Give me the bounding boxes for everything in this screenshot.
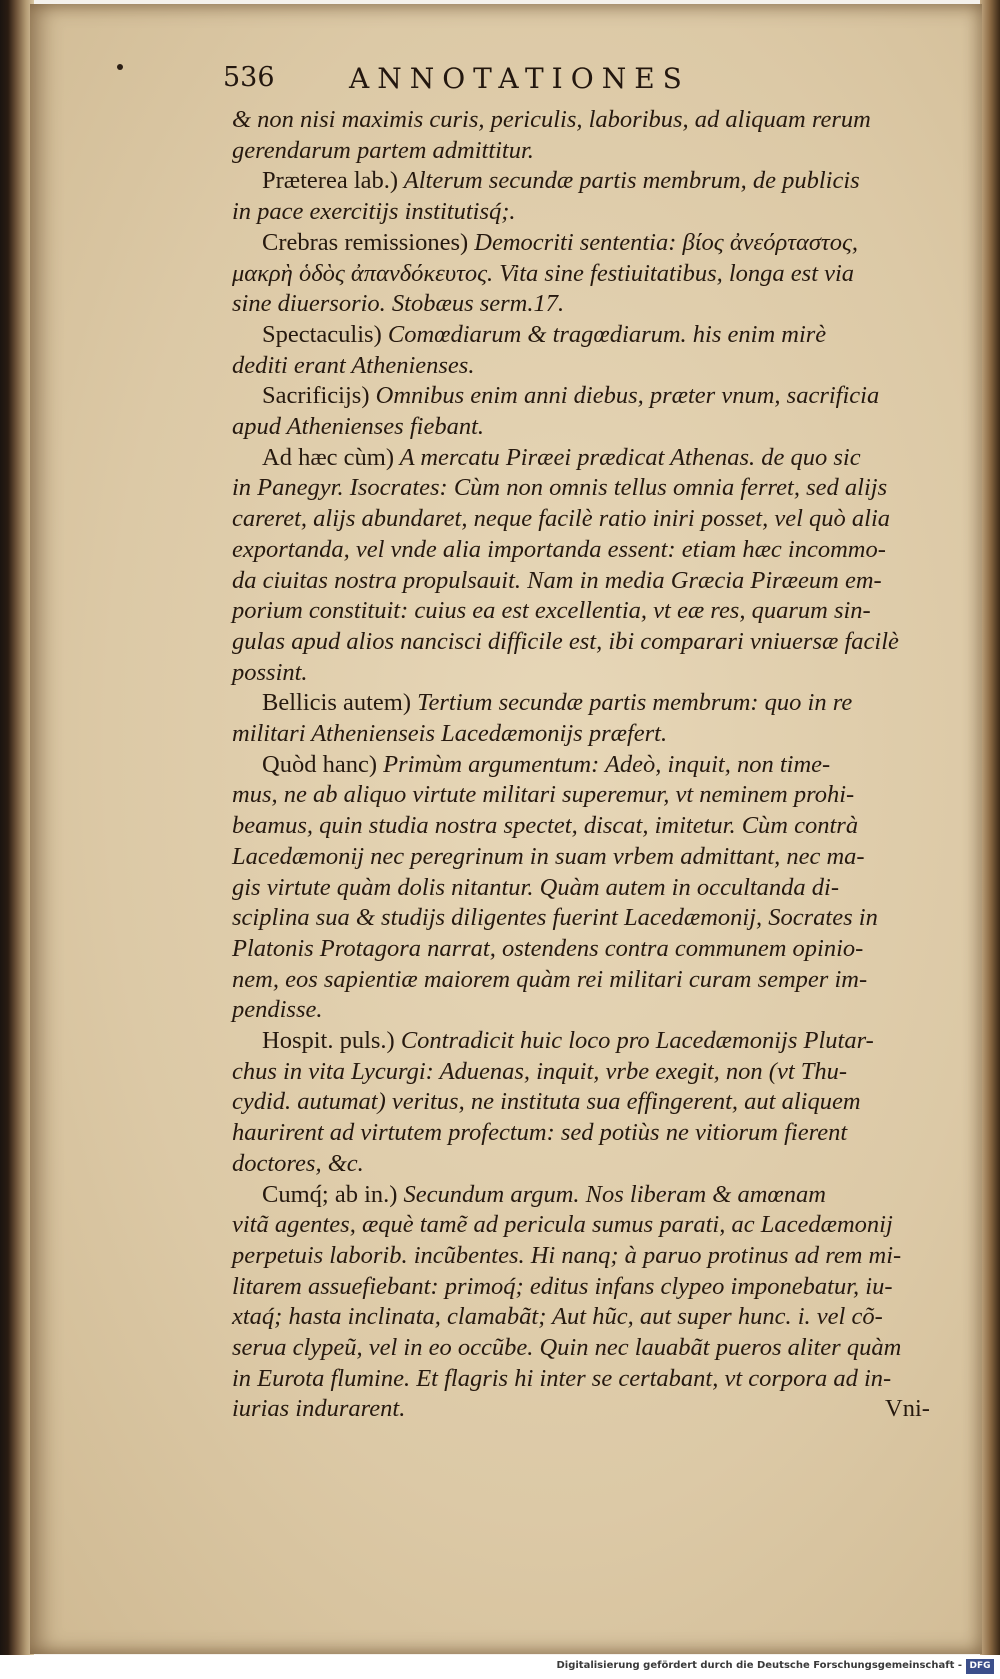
commentary-text: perpetuis laborib. incũbentes. Hi nanq; à paruo protinus ad rem mi- [232,1241,902,1269]
lemma: Ad hæc cùm) [262,443,394,471]
text-line [232,258,854,289]
text-line [262,687,852,718]
text-line [232,595,871,626]
lemma: Præterea lab.) [262,167,399,195]
commentary-text: haurirent ad virtutem profectum: sed potiùs ne vitiorum fierent [232,1119,848,1147]
text-line [232,1056,847,1087]
text-line [232,411,484,442]
commentary-text: chus in vita Lycurgi: Aduenas, inquit, vrbe exegit, non (vt Thu- [232,1057,848,1085]
text-line [232,964,867,995]
commentary-text: Contradicit huic loco pro Lacedæmonijs Plutar- [394,1027,874,1054]
commentary-text: in Panegyr. Isocrates: Cùm non omnis tellus omnia ferret, sed alijs [232,474,888,502]
text-line [232,1148,364,1179]
commentary-text: sine diuersorio. Stobæus serm.17. [232,290,565,318]
commentary-text: litarem assuefiebant: primoq́; editus infans clypeo imponebatur, iu- [232,1272,893,1300]
text-line [262,442,861,473]
commentary-text: Comœdiarum & tragœdiarum. his enim mirè [381,320,827,348]
commentary-text: gis virtute quàm dolis nitantur. Quàm autem in occultanda di- [232,873,840,901]
commentary-text: possint. [232,658,308,686]
commentary-text: gerendarum partem admittitur. [232,136,534,164]
commentary-text: gulas apud alios nancisci difficile est, ibi comparari vniuersæ facilè [232,627,899,655]
running-head: ANNOTATIONES [349,62,690,95]
commentary-text: in pace exercitijs institutisq́;. [232,198,516,226]
commentary-text: da ciuitas nostra propulsauit. Nam in media Græcia Piræeum em- [232,566,882,594]
commentary-text: Lacedæmonij nec peregrinum in suam vrbem admittant, nec ma- [232,842,865,870]
text-line [232,104,871,135]
text-line [262,749,830,780]
text-line [232,810,858,841]
text-line [232,1209,893,1240]
text-line [232,503,890,534]
lemma: Quòd hanc) [262,750,377,778]
commentary-text: doctores, &c. [232,1149,364,1177]
text-line [262,227,858,258]
lemma: Spectaculis) [262,320,382,348]
text-line [232,350,474,381]
commentary-text: A mercatu Piræei prædicat Athenas. de quo sic [394,443,861,471]
text-line [262,380,879,411]
text-line [232,933,863,964]
dfg-logo-icon: DFG [966,1659,994,1674]
margin-ink-spot [117,64,123,70]
text-line [232,1363,891,1394]
commentary-text: xtaq́; hasta inclinata, clamabãt; Aut hũc, aut super hunc. i. vel cõ- [232,1303,883,1331]
text-line [232,872,839,903]
text-line [262,1025,874,1056]
commentary-text: militari Athenienseis Lacedæmonijs præfert. [232,720,668,747]
text-line [232,1271,893,1302]
lemma: Crebras remissiones) [262,228,469,256]
lemma: Bellicis autem) [262,689,411,717]
page-fore-edge [980,0,1000,1655]
text-line [232,472,887,503]
commentary-text: serua clypeũ, vel in eo occũbe. Quin nec lauabãt pueros aliter quàm [232,1334,902,1361]
text-line [262,319,826,350]
text-line [232,779,854,810]
commentary-text: nem, eos sapientiæ maiorem quàm rei militari curam semper im- [232,965,868,993]
commentary-text: Omnibus enim anni diebus, præter vnum, sacrificia [369,382,880,410]
text-line [232,626,899,657]
commentary-text: vitã agentes, æquè tamẽ ad pericula sumus parati, ac Lacedæmonij [232,1211,893,1239]
commentary-text: sciplina sua & studijs diligentes fuerint Lacedæmonij, Socrates in [232,904,878,932]
commentary-text: porium constituit: cuius ea est excellentia, vt eæ res, quarum sin- [232,597,871,625]
lemma: Hospit. puls.) [262,1027,395,1054]
page-header [223,58,801,102]
commentary-text: & non nisi maximis curis, periculis, laboribus, ad aliquam rerum [232,106,871,133]
commentary-text: mus, ne ab aliquo virtute militari superemur, vt neminem prohi- [232,781,855,809]
commentary-text: Platonis Protagora narrat, ostendens contra communem opinio- [232,934,864,962]
text-line [232,1117,847,1148]
text-line [262,165,860,196]
text-line [232,994,323,1025]
text-line [232,565,882,596]
text-line [232,1086,861,1117]
text-line [232,1332,901,1363]
text-line [262,1179,826,1210]
commentary-text: pendisse. [232,996,323,1024]
lemma: Sacrificijs) [262,382,370,410]
commentary-text: μακρὴ ὁδὸς ἀπανδόκευτος. Vita sine festiuitatibus, longa est via [232,259,855,287]
text-line [232,135,534,166]
lemma: Cumq́; ab in.) [262,1180,398,1208]
commentary-text: cydid. autumat) veritus, ne instituta sua effingerent, aut aliquem [232,1088,861,1116]
text-line [232,657,308,688]
commentary-text: Secundum argum. Nos liberam & amœnam [397,1180,826,1208]
commentary-text: apud Athenienses fiebant. [232,413,484,440]
text-line [232,534,886,565]
text-line [232,288,564,319]
text-line [232,718,667,749]
commentary-text: Tertium secundæ partis membrum: quo in re [411,689,853,717]
text-line [232,902,878,933]
commentary-text: exportanda, vel vnde alia importanda essent: etiam hæc incommo- [232,535,886,563]
commentary-text: beamus, quin studia nostra spectet, discat, imitetur. Cùm contrà [232,812,859,840]
commentary-text: dediti erant Athenienses. [232,351,475,379]
commentary-text: Democriti sententia: βίος ἀνεόρταστος, [468,228,859,256]
funding-credit: Digitalisierung gefördert durch die Deutsche Forschungsgemeinschaft - [556,1660,962,1671]
text-line [232,1240,901,1271]
digitization-footer [0,1655,1000,1679]
book-binding-edge [0,0,34,1655]
commentary-text: careret, alijs abundaret, neque facilè ratio iniri posset, vel quò alia [232,505,891,533]
catchword: Vni- [885,1395,930,1423]
text-line [232,841,865,872]
commentary-text: in Eurota flumine. Et flagris hi inter se certabant, vt corpora ad in- [232,1364,892,1392]
text-line [232,1393,405,1424]
text-line [232,1301,883,1332]
commentary-text: Primùm argumentum: Adeò, inquit, non time- [376,750,831,778]
commentary-text: iurias indurarent. [232,1395,406,1423]
commentary-text: Alterum secundæ partis membrum, de publicis [398,167,860,195]
text-line [232,196,516,227]
page-number: 536 [223,62,275,93]
